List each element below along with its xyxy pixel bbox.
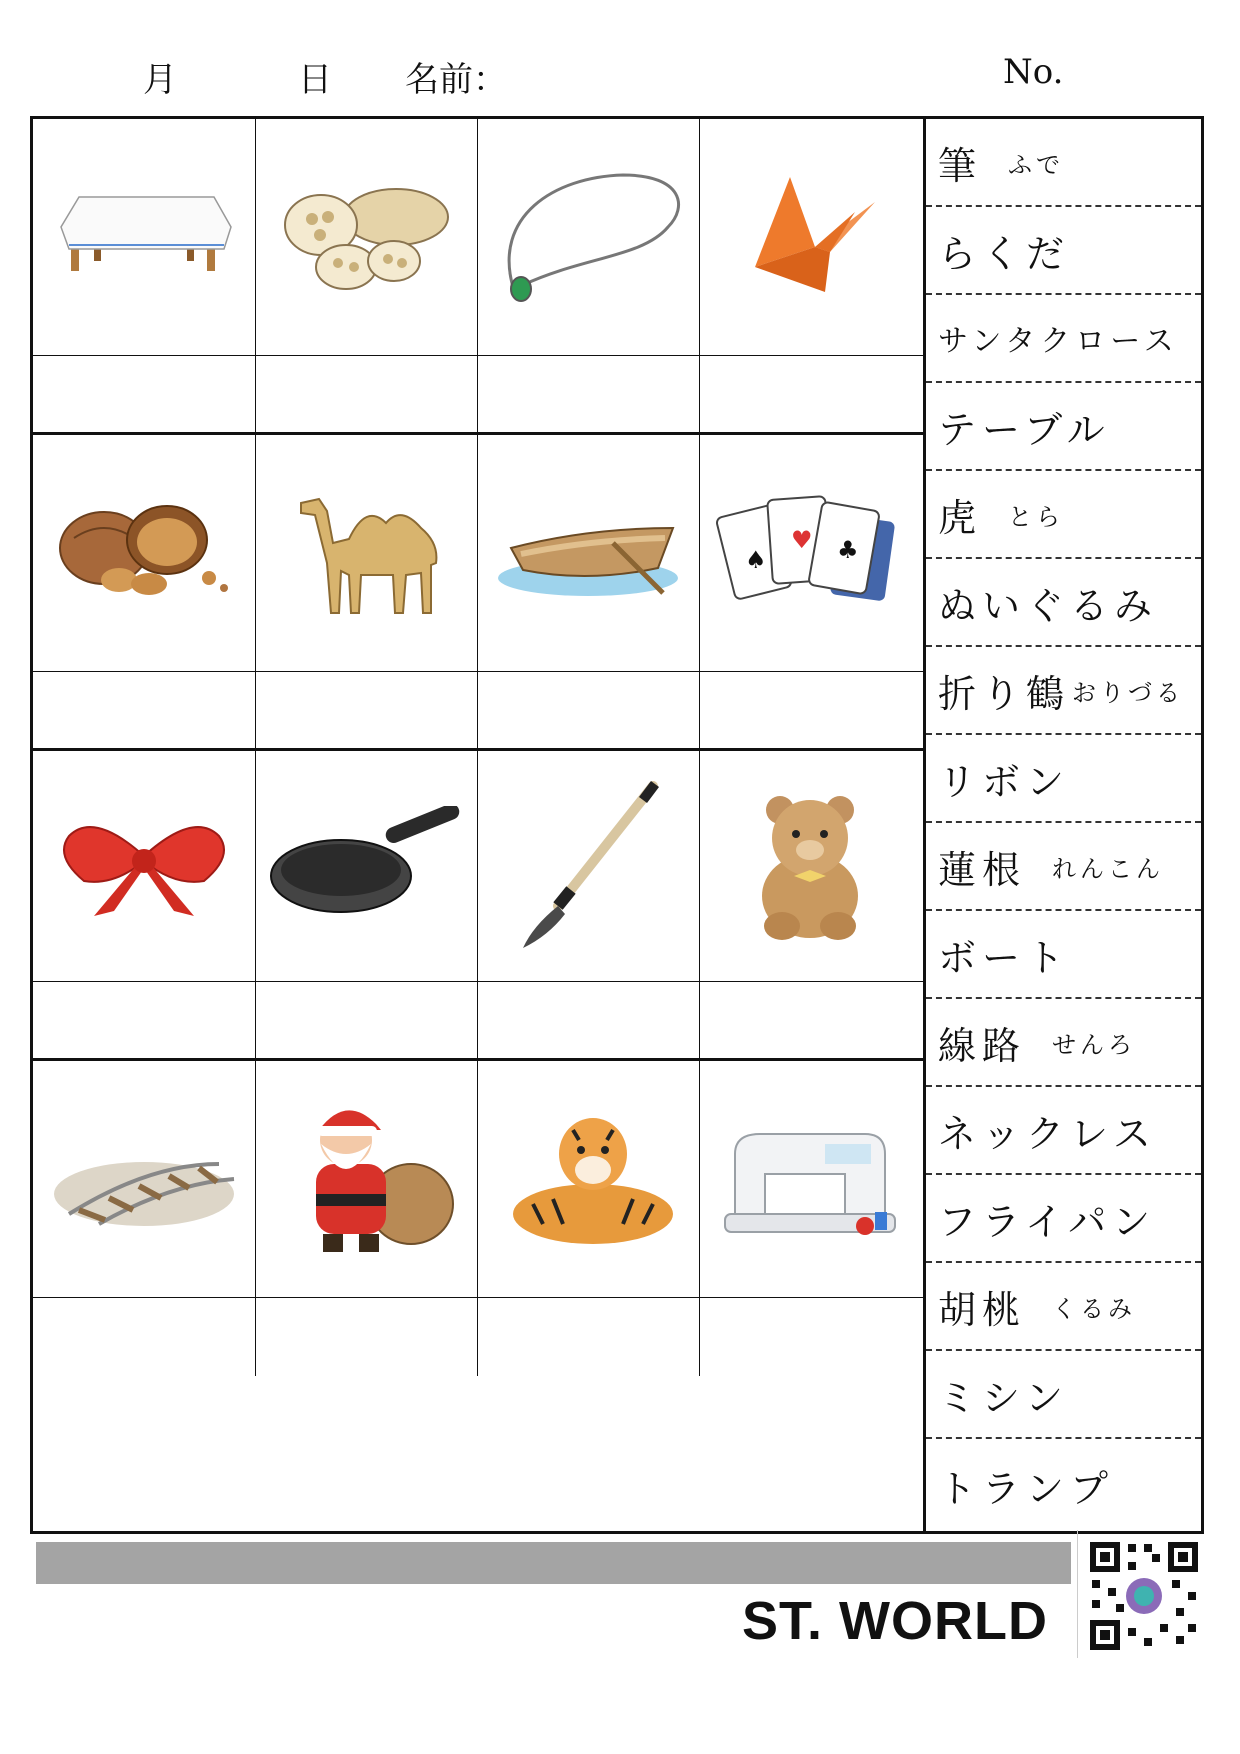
number-label: No. <box>1003 52 1064 92</box>
answer-row <box>33 671 923 750</box>
svg-text:♠: ♠ <box>745 546 767 574</box>
word-item: トランプ <box>938 1466 1115 1511</box>
picture-row <box>33 751 923 981</box>
month-label: 月 <box>143 60 177 100</box>
word-item: ネックレス <box>926 1087 1201 1175</box>
svg-text:♣: ♣ <box>837 536 859 564</box>
picture-row <box>33 119 923 355</box>
frying-pan-icon <box>255 751 477 981</box>
word-item: ボート <box>926 911 1201 999</box>
lotus-root-icon <box>255 119 477 355</box>
word-item: 胡桃 くるみ <box>926 1263 1201 1351</box>
word-item: 折り鶴 おりづる <box>926 647 1201 735</box>
brush-icon <box>477 751 699 981</box>
answer-row <box>33 1297 923 1532</box>
word-item: 蓮根 れんこん <box>926 823 1201 911</box>
picture-row <box>33 435 923 671</box>
word-item: テーブル <box>926 383 1201 471</box>
word-item: フライパン <box>926 1175 1201 1263</box>
answer-row <box>33 355 923 434</box>
qr-code-icon <box>1088 1540 1200 1652</box>
walnut-icon <box>33 435 255 671</box>
word-list <box>923 119 1201 1531</box>
word-item: リボン <box>926 735 1201 823</box>
brand-logo: ST. WORLD <box>742 1591 1048 1651</box>
picture-grid <box>33 119 923 1531</box>
table-icon <box>33 119 255 355</box>
name-label: 名前： <box>405 60 507 100</box>
answer-row <box>33 981 923 1060</box>
footer-bar <box>36 1542 1071 1584</box>
word-item: 筆 ふで <box>926 119 1201 207</box>
word-item: 虎 とら <box>926 471 1201 559</box>
day-label: 日 <box>298 60 332 100</box>
boat-icon <box>477 435 699 671</box>
word-item: らくだ <box>926 207 1201 295</box>
picture-row <box>33 1061 923 1297</box>
worksheet <box>30 116 1204 1534</box>
word-item: ミシン <box>926 1351 1201 1439</box>
playing-cards-icon <box>699 435 921 671</box>
ribbon-icon <box>33 751 255 981</box>
svg-text:♥: ♥ <box>791 526 813 554</box>
necklace-icon <box>477 119 699 355</box>
word-item: サンタクロース <box>926 295 1201 383</box>
paper-crane-icon <box>699 119 921 355</box>
teddy-bear-icon <box>699 751 921 981</box>
santa-claus-icon <box>255 1061 477 1297</box>
word-item: 線路 せんろ <box>926 999 1201 1087</box>
tiger-icon <box>477 1061 699 1297</box>
sewing-machine-icon <box>699 1061 921 1297</box>
railway-track-icon <box>33 1061 255 1297</box>
word-item: ぬいぐるみ <box>926 559 1201 647</box>
camel-icon <box>255 435 477 671</box>
